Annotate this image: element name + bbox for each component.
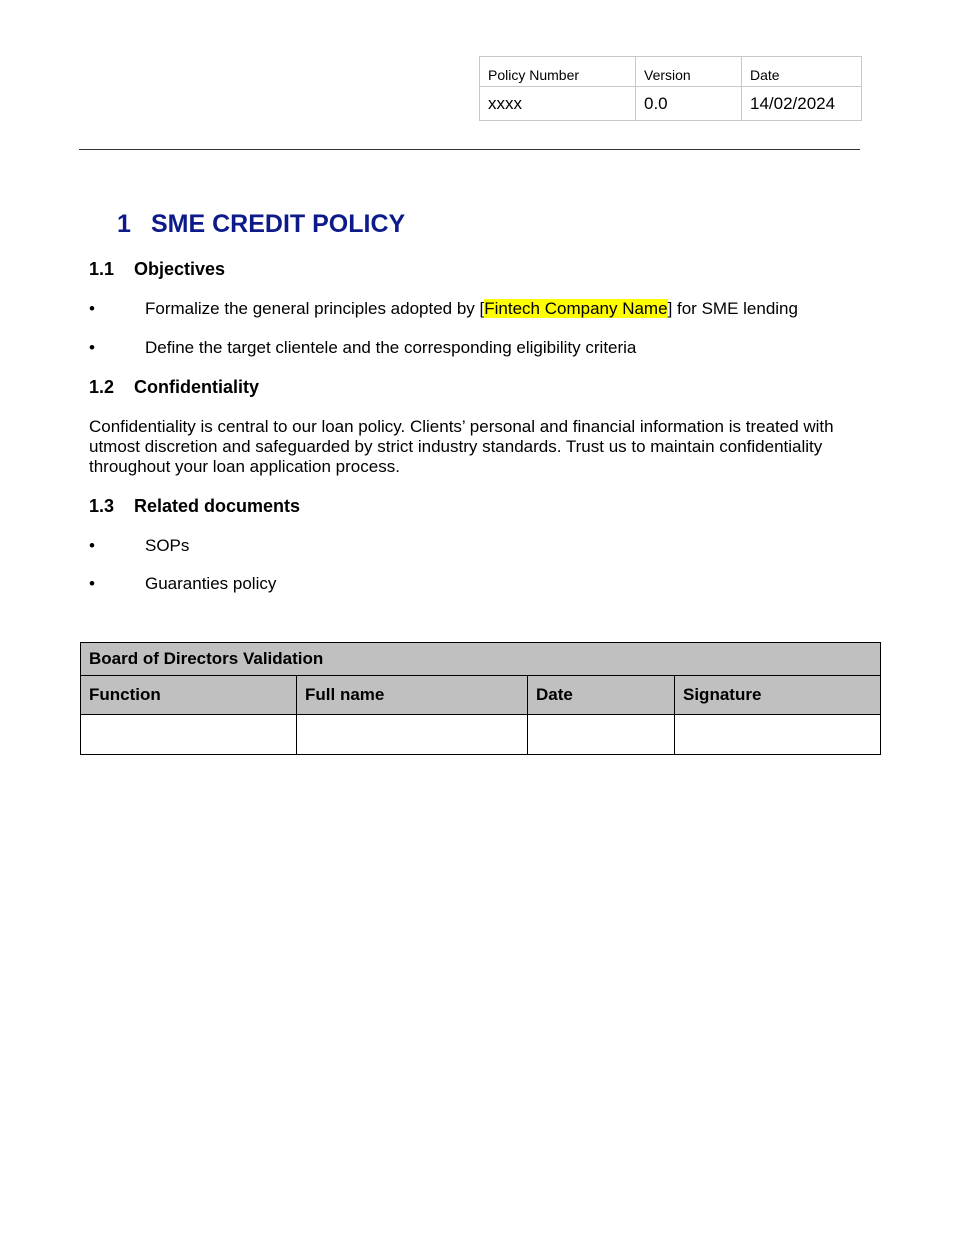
list-item [89, 299, 798, 319]
objective-text-1-pre: Formalize the general principles adopted by [ [145, 299, 485, 318]
policy-number-header: Policy Number [480, 57, 636, 87]
section-title: SME CREDIT POLICY [151, 210, 406, 238]
confidentiality-title: Confidentiality [134, 377, 259, 397]
bullet-marker: • [89, 338, 95, 357]
objectives-title: Objectives [134, 259, 226, 279]
related-documents-heading [89, 496, 300, 517]
related-doc-1: SOPs [145, 536, 190, 555]
confidentiality-heading [89, 377, 259, 398]
date-cell[interactable] [528, 715, 675, 755]
full-name-cell[interactable] [297, 715, 528, 755]
version-value: 0.0 [636, 87, 742, 121]
header-divider [79, 149, 860, 150]
objectives-number: 1.1 [89, 259, 115, 279]
related-doc-2: Guaranties policy [145, 574, 277, 593]
policy-number-value: xxxx [480, 87, 636, 121]
version-header: Version [636, 57, 742, 87]
function-cell[interactable] [81, 715, 297, 755]
section-heading [117, 210, 405, 239]
board-validation-table [80, 642, 881, 755]
list-item [89, 536, 189, 556]
list-item [89, 574, 276, 594]
signature-column-header: Signature [675, 676, 881, 715]
company-name-placeholder: Fintech Company Name [484, 299, 668, 318]
confidentiality-number: 1.2 [89, 377, 115, 397]
bullet-marker: • [89, 299, 95, 318]
confidentiality-paragraph: Confidentiality is central to our loan policy. Clients’ personal and financial information is treated with utmost discretion and safeguarded by strict industry standards. Trust us to maintain confidentiality throughout your loan application process. [89, 417, 834, 476]
date-value: 14/02/2024 [742, 87, 862, 121]
bullet-marker: • [89, 574, 95, 593]
function-column-header: Function [81, 676, 297, 715]
section-number: 1 [117, 210, 131, 238]
signature-cell[interactable] [675, 715, 881, 755]
objective-text-2: Define the target clientele and the corresponding eligibility criteria [145, 338, 637, 357]
policy-meta-table [479, 56, 862, 121]
related-documents-title: Related documents [134, 496, 301, 516]
full-name-column-header: Full name [297, 676, 528, 715]
date-header: Date [742, 57, 862, 87]
list-item [89, 338, 636, 358]
objectives-heading [89, 259, 225, 280]
board-validation-title: Board of Directors Validation [81, 643, 881, 676]
objective-text-1-post: ] for SME lending [667, 299, 798, 318]
date-column-header: Date [528, 676, 675, 715]
related-documents-number: 1.3 [89, 496, 115, 516]
bullet-marker: • [89, 536, 95, 555]
